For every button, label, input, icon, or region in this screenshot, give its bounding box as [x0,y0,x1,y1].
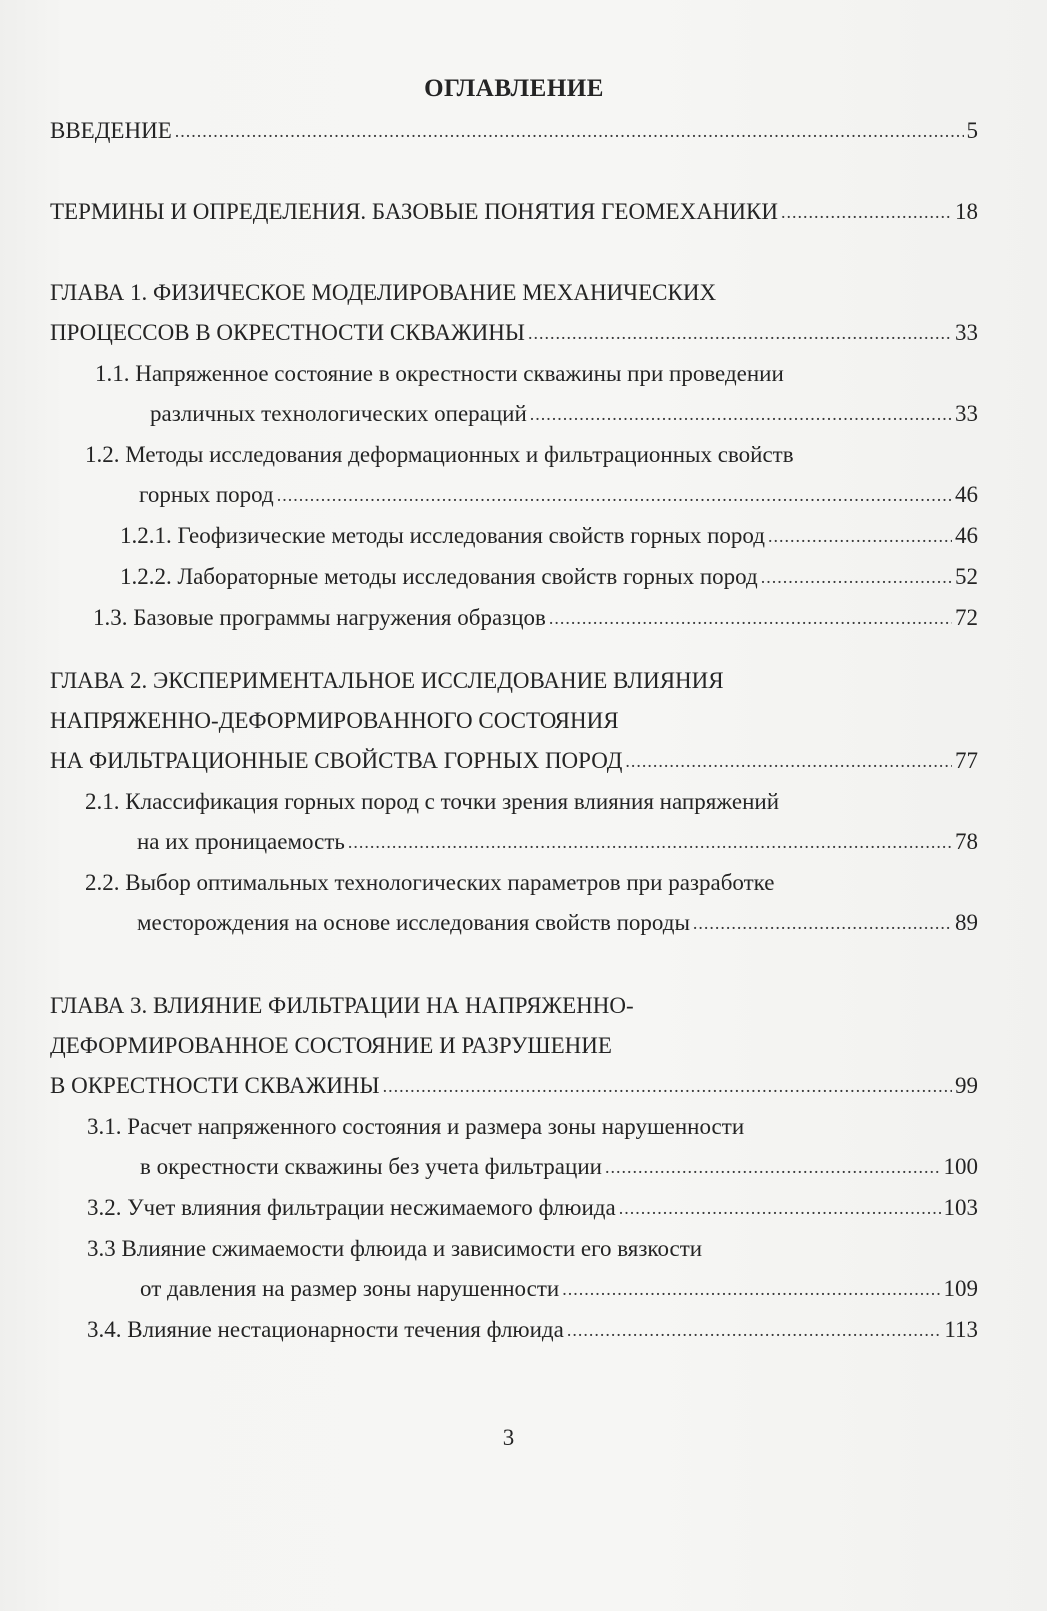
dot-leader [383,1065,952,1106]
dot-leader [277,474,952,515]
toc-page-number: 99 [955,1073,978,1098]
toc-entry-text: от давления на размер зоны нарушенности [140,1276,560,1301]
dot-leader [619,1187,941,1228]
dot-leader [567,1309,942,1350]
toc-entry-section-3-1[interactable] [50,1107,978,1188]
toc-entry-text: ПРОЦЕССОВ В ОКРЕСТНОСТИ СКВАЖИНЫ [50,320,525,345]
dot-leader [175,110,964,151]
dot-leader [605,1146,941,1187]
toc-entry-chapter-2[interactable] [50,661,978,782]
toc-page-number: 33 [955,401,978,426]
toc-entry-text: различных технологических операций [150,401,527,426]
toc-page-number: 52 [955,564,978,589]
toc-entry-section-1-2-2[interactable] [50,557,978,598]
toc-page-number: 103 [943,1195,978,1220]
dot-leader [625,740,952,781]
toc-page-number: 5 [966,118,978,143]
toc-entry-text: в окрестности скважины без учета фильтрации [140,1154,602,1179]
toc-entry-text: 1.1. Напряженное состояние в окрестности скважины при проведении [95,361,784,386]
toc-entry-section-1-2[interactable] [50,435,978,516]
toc-entry-chapter-1[interactable] [50,273,978,354]
toc-entry-section-3-3[interactable] [50,1229,978,1310]
toc-page-number: 109 [943,1276,978,1301]
toc-entry-text: 3.2. Учет влияния фильтрации несжимаемого флюида [87,1195,616,1220]
toc-entry-text: 1.2.2. Лабораторные методы исследования свойств горных пород [120,564,758,589]
toc-page-number: 46 [955,482,978,507]
toc-entry-text: 2.2. Выбор оптимальных технологических параметров при разработке [85,870,775,895]
toc-page-number: 18 [955,199,978,224]
dot-leader [768,515,952,556]
toc-entry-text: 1.2.1. Геофизические методы исследования свойств горных пород [120,523,765,548]
toc-entry-text: НАПРЯЖЕННО-ДЕФОРМИРОВАННОГО СОСТОЯНИЯ [50,708,619,733]
toc-entry-text: 1.2. Методы исследования деформационных и фильтрационных свойств [85,442,794,467]
toc-page-number: 89 [955,910,978,935]
toc-entry-text: ГЛАВА 2. ЭКСПЕРИМЕНТАЛЬНОЕ ИССЛЕДОВАНИЕ ВЛИЯНИЯ [50,668,724,693]
toc-entry-section-1-2-1[interactable] [50,516,978,557]
toc-title: ОГЛАВЛЕНИЕ [424,75,604,102]
toc-entry-text: 2.1. Классификация горных пород с точки зрения влияния напряжений [85,789,780,814]
toc-page-number: 100 [943,1154,978,1179]
page-number: 3 [502,1425,515,1450]
toc-entry-section-3-4[interactable] [50,1310,978,1351]
toc-page-number: 78 [955,829,978,854]
toc-entry-text: ВВЕДЕНИЕ [50,118,172,143]
toc-entry-intro[interactable] [50,111,978,152]
toc-entry-text: 3.1. Расчет напряженного состояния и размера зоны нарушенности [87,1114,745,1139]
dot-leader [562,1268,940,1309]
toc-entry-text: ГЛАВА 3. ВЛИЯНИЕ ФИЛЬТРАЦИИ НА НАПРЯЖЕННО- [50,993,634,1018]
dot-leader [693,902,952,943]
toc-entry-text: ДЕФОРМИРОВАННОЕ СОСТОЯНИЕ И РАЗРУШЕНИЕ [50,1033,612,1058]
toc-entry-section-1-3[interactable] [50,598,978,639]
toc-page-number: 72 [955,605,978,630]
dot-leader [348,821,952,862]
dot-leader [549,597,952,638]
toc-entry-text: горных пород [139,482,274,507]
toc-entry-text: ТЕРМИНЫ И ОПРЕДЕЛЕНИЯ. БАЗОВЫЕ ПОНЯТИЯ ГЕОМЕХАНИКИ [50,199,778,224]
dot-leader [761,556,952,597]
toc-page-number: 77 [955,748,978,773]
dot-leader [528,312,952,353]
toc-entry-text: НА ФИЛЬТРАЦИОННЫЕ СВОЙСТВА ГОРНЫХ ПОРОД [50,748,623,773]
toc-entry-text: 3.3 Влияние сжимаемости флюида и зависимости его вязкости [87,1236,703,1261]
toc-entry-chapter-3[interactable] [50,986,978,1107]
toc-entry-section-2-1[interactable] [50,782,978,863]
toc-entry-section-2-2[interactable] [50,863,978,944]
toc-entry-text: месторождения на основе исследования свойств породы [137,910,690,935]
toc-entry-text: на их проницаемость [137,829,345,854]
toc-entry-section-3-2[interactable] [50,1188,978,1229]
toc-page-number: 33 [955,320,978,345]
toc-entry-section-1-1[interactable] [50,354,978,435]
toc-page-number: 46 [955,523,978,548]
toc-entry-text: В ОКРЕСТНОСТИ СКВАЖИНЫ [50,1073,380,1098]
toc-entry-text: 3.4. Влияние нестационарности течения флюида [87,1317,564,1342]
toc-entry-text: 1.3. Базовые программы нагружения образцов [93,605,546,630]
table-of-contents [50,70,978,1351]
dot-leader [781,191,952,232]
dot-leader [530,393,952,434]
toc-page-number: 113 [944,1317,978,1342]
toc-entry-terms[interactable] [50,192,978,233]
toc-entry-text: ГЛАВА 1. ФИЗИЧЕСКОЕ МОДЕЛИРОВАНИЕ МЕХАНИЧЕСКИХ [50,280,717,305]
